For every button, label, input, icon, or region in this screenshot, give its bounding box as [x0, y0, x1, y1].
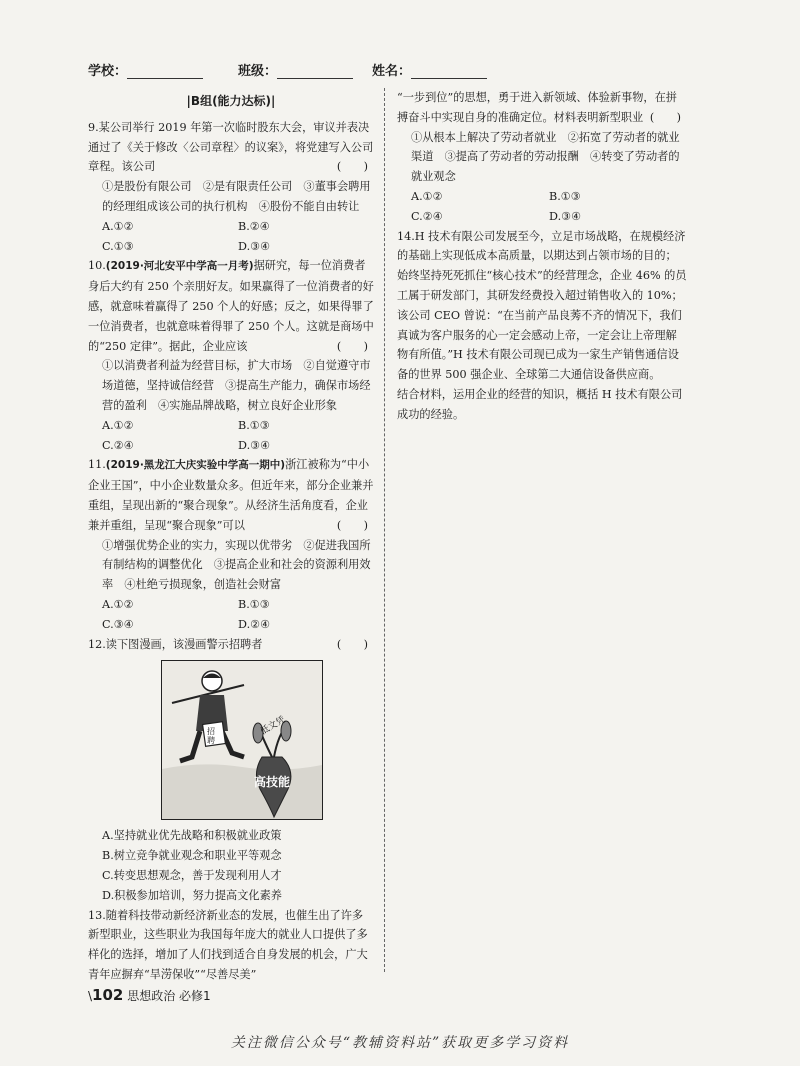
right-column: [397, 88, 687, 425]
cartoon-drawing: [162, 661, 322, 819]
option-b[interactable]: B.②④: [238, 219, 270, 233]
subject-label: 思想政治 必修1: [127, 989, 211, 1003]
name-blank[interactable]: [411, 64, 487, 79]
class-field: 班级：: [238, 60, 353, 79]
question-9: 9.某公司举行 2019 年第一次临时股东大会，审议并表决通过了《关于修改〈公司章程〉的议案》，将党建写入公司章程。该公司 ( ) ①是股份有限公司 ②是有限责任公司 ③董事会聘用的经理组成该公司的执行机构 ④股份不能自由转让 A.①② B.②④ C.①③ D.③④: [88, 118, 374, 257]
page-number: 102: [92, 986, 124, 1004]
left-column: [88, 88, 374, 985]
sign-label: 招聘: [207, 727, 215, 746]
option-a[interactable]: A.①②: [102, 597, 134, 611]
option-d[interactable]: D.②④: [238, 617, 271, 631]
option-d[interactable]: D.③④: [238, 438, 271, 452]
option-d[interactable]: D.③④: [549, 209, 582, 223]
option-c[interactable]: C.②④: [411, 209, 443, 223]
recruitment-cartoon: [161, 660, 323, 820]
option-d[interactable]: D.积极参加培训，努力提高文化素养: [102, 888, 282, 902]
school-blank[interactable]: [127, 64, 203, 79]
option-a[interactable]: A.坚持就业优先战略和积极就业政策: [102, 829, 282, 843]
question-14: 14.H 技术有限公司发展至今，立足市场战略，在规模经济的基础上实现低成本高质量，以期达到占领市场的目的；始终坚持死死抓住“核心技术”的经营理念，企业 46% 的员工属于研发部门，其研发经费投入超过销售收入的 10%；该公司 CEO 曾说：“在当前产品良莠不齐的情况下，我们真诚为客户服务的心一定会感动上帝，一定会让上帝理解物有所值。”H 技术有限公司现已成为一家生产销售通信设备的世界 500 强企业、全球第二大通信设备供应商。: [397, 229, 687, 382]
root-label: 高技能: [254, 775, 291, 790]
option-c[interactable]: C.①③: [102, 239, 134, 253]
section-title: |B组(能力达标)|: [186, 94, 276, 108]
question-12: 12.读下图漫画，该漫画警示招聘者 ( ) 招聘 低文凭 高技能 A.坚持就业优先战略和积极就业政策 B.树立竞争就业观念和职业平等观念 C.转变思想观念，善于发现利用人才 D.积极参加培训，努力提高文化素养: [88, 635, 374, 906]
option-b[interactable]: B.①③: [238, 597, 270, 611]
wechat-note: 关注微信公众号“教辅资料站”获取更多学习资料: [230, 1035, 570, 1051]
option-b[interactable]: B.树立竞争就业观念和职业平等观念: [102, 849, 282, 863]
option-b[interactable]: B.①③: [238, 418, 270, 432]
question-10: 10.(2019·河北安平中学高一月考)据研究，每一位消费者身后大约有 250 个亲朋好友。如果赢得了一位消费者的好感，就意味着赢得了 250 个人的好感；反之，如果得罪了一位消费者，也就意味着得罪了 250 个人。这就是商场中的“250 定律”。据此，企业应该 ( ) ①以消费者利益为经营目标，扩大市场 ②自觉遵守市场道德，坚持诚信经营 ③提高生产能力，确保市场经营的盈利 ④实施品牌战略，树立良好企业形象 A.①② B.①③ C.②④ D.③④: [88, 256, 374, 455]
option-d[interactable]: D.③④: [238, 239, 271, 253]
page-footer: \102 思想政治 必修1: [88, 986, 211, 1004]
question-13-start: 13.随着科技带动新经济新业态的发展，也催生出了许多新型职业，这些职业为我国每年庞大的就业人口提供了多样化的选择，增加了人们找到适合自身发展的机会，广大青年应摒弃“旱涝保收”“尽善尽美”: [88, 908, 368, 981]
column-divider: [384, 88, 385, 972]
question-11: 11.(2019·黑龙江大庆实验中学高一期中)浙江被称为“中小企业王国”，中小企业数量众多。但近年来，部分企业兼并重组，呈现出新的“聚合现象”。从经济生活角度看，企业兼并重组，呈现“聚合现象”可以 ( ) ①增强优势企业的实力，实现以优带劣 ②促进我国所有制结构的调整优化 ③提高企业和社会的资源利用效率 ④杜绝亏损现象，创造社会财富 A.①② B.①③ C.③④ D.②④: [88, 455, 374, 634]
question-14-task: 结合材料，运用企业的经营的知识，概括 H 技术有限公司成功的经验。: [397, 387, 683, 421]
leaf-label: 低文凭: [258, 715, 288, 738]
question-13-continued: “一步到位”的思想，勇于进入新领域、体验新事物，在拼搏奋斗中实现自身的准确定位。材料表明新型职业 ( ) ①从根本上解决了劳动者就业 ②拓宽了劳动者的就业渠道 ③提高了劳动者的劳动报酬 ④转变了劳动者的就业观念 A.①② B.①③ C.②④ D.③④: [397, 88, 687, 227]
option-a[interactable]: A.①②: [102, 418, 134, 432]
name-field: 姓名：: [372, 60, 487, 79]
option-c[interactable]: C.②④: [102, 438, 134, 452]
option-c[interactable]: C.③④: [102, 617, 134, 631]
option-c[interactable]: C.转变思想观念，善于发现利用人才: [102, 868, 282, 882]
option-b[interactable]: B.①③: [549, 189, 581, 203]
class-blank[interactable]: [277, 64, 353, 79]
school-field: 学校：: [88, 60, 203, 79]
option-a[interactable]: A.①②: [411, 189, 443, 203]
option-a[interactable]: A.①②: [102, 219, 134, 233]
